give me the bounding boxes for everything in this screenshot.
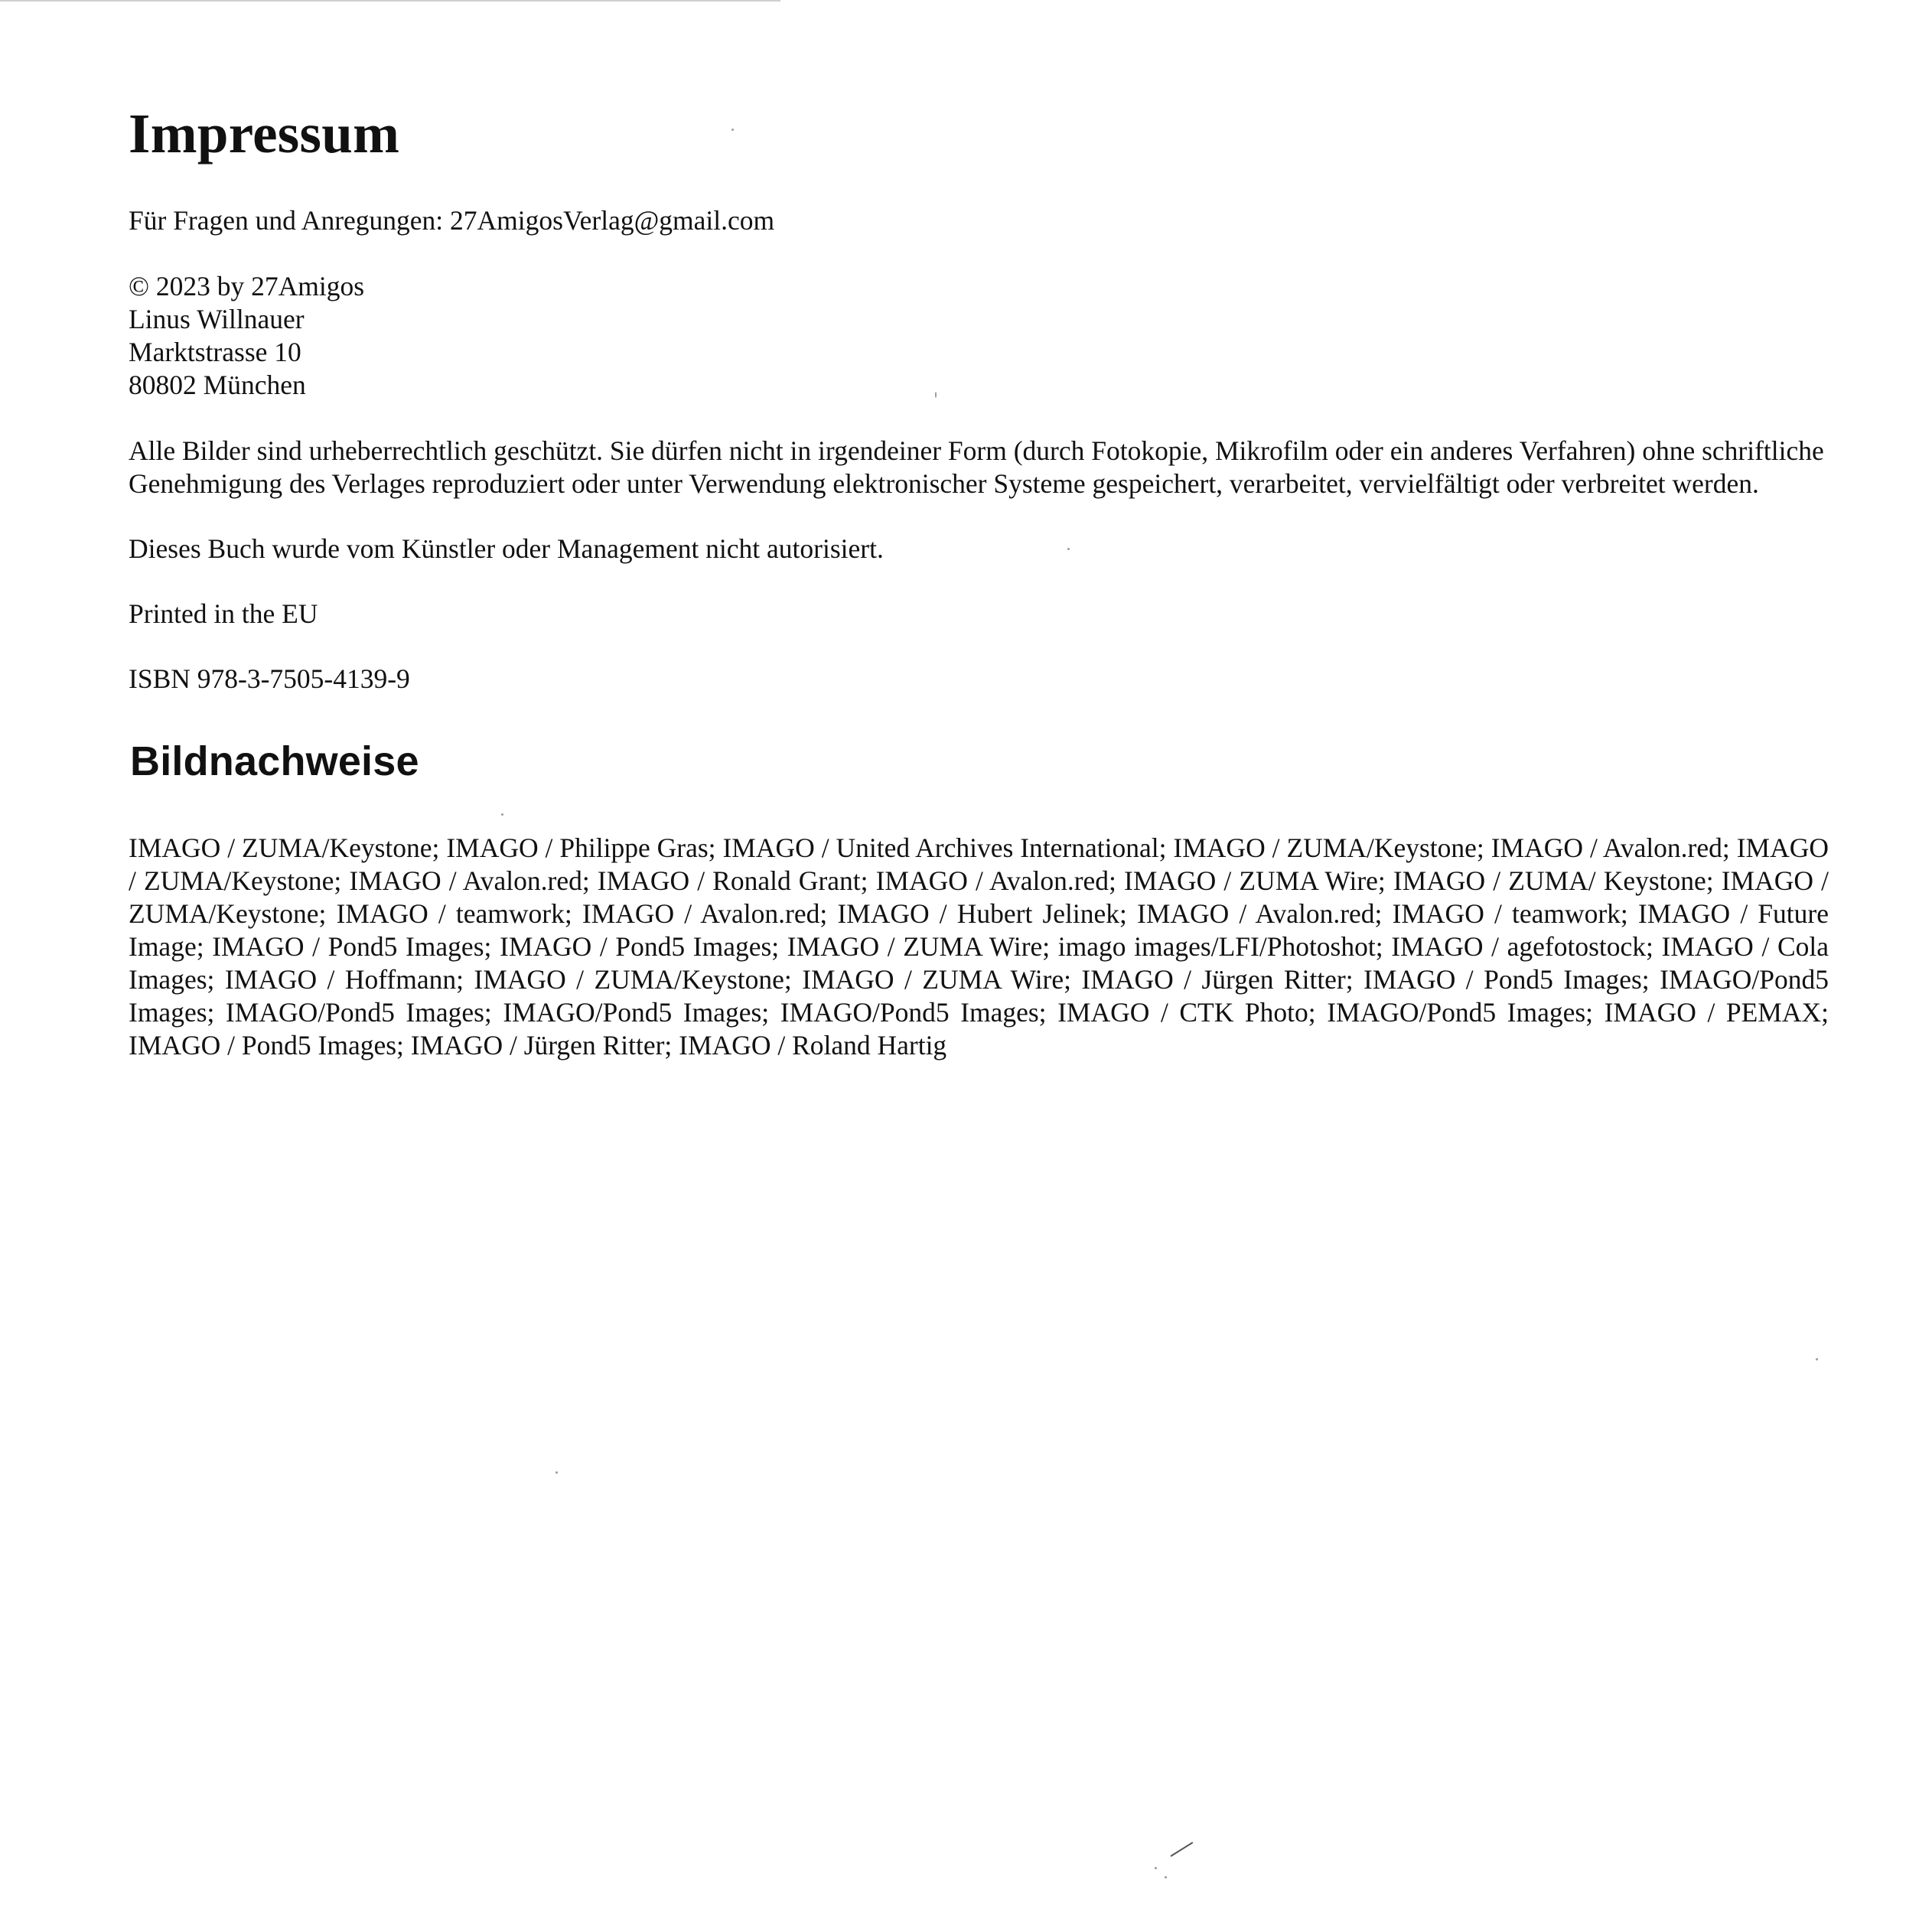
scan-speck	[731, 129, 734, 131]
scan-speck	[935, 392, 937, 398]
scan-speck	[1155, 1867, 1157, 1869]
scan-speck	[501, 813, 503, 816]
bildnachweise-heading: Bildnachweise	[130, 738, 419, 784]
scan-speck	[555, 1471, 558, 1474]
scan-scratch	[1170, 1842, 1193, 1857]
copyright-notice: Alle Bilder sind urheberrechtlich geschützt. Sie dürfen nicht in irgendeiner Form (durch Fotokopie, Mikrofilm oder ein anderes Verfahren) ohne schriftliche Genehmigung des Verlages reproduziert oder unter Verwendung elektronischer Systeme gespeichert, verarbeitet, vervielfältigt oder verbreitet werden.	[129, 435, 1824, 499]
scan-speck	[1816, 1358, 1818, 1360]
image-credits: IMAGO / ZUMA/Keystone; IMAGO / Philippe Gras; IMAGO / United Archives International; IMAGO / ZUMA/Keystone; IMAGO / Avalon.red; IMAGO / ZUMA/Keystone; IMAGO / Avalon.red; IMAGO / Ronald Grant; IMAGO / Avalon.red; IMAGO / ZUMA Wire; IMAGO / ZUMA/ Keystone; IMAGO / ZUMA/Keystone; IMAGO / teamwork; IMAGO / Avalon.red; IMAGO / Hubert Jelinek; IMAGO / Avalon.red; IMAGO / teamwork; IMAGO / Future Image; IMAGO / Pond5 Images; IMAGO / Pond5 Images; IMAGO / ZUMA Wire; imago images/LFI/Photoshot; IMAGO / agefotostock; IMAGO / Cola Images; IMAGO / Hoffmann; IMAGO / ZUMA/Keystone; IMAGO / ZUMA Wire; IMAGO / Jürgen Ritter; IMAGO / Pond5 Images; IMAGO/Pond5 Images; IMAGO/Pond5 Images; IMAGO/Pond5 Images; IMAGO/Pond5 Images; IMAGO / CTK Photo; IMAGO/Pond5 Images; IMAGO / PEMAX; IMAGO / Pond5 Images; IMAGO / Jürgen Ritter; IMAGO / Roland Hartig	[129, 832, 1829, 1060]
printed-in: Printed in the EU	[129, 598, 318, 629]
scan-edge-line	[0, 0, 780, 2]
scan-speck	[1067, 548, 1070, 550]
impressum-heading: Impressum	[129, 103, 400, 165]
page-content	[129, 99, 1842, 1062]
contact-line: Für Fragen und Anregungen: 27AmigosVerlag@gmail.com	[129, 205, 775, 236]
authorization-note: Dieses Buch wurde vom Künstler oder Management nicht autorisiert.	[129, 533, 884, 564]
publisher-address: © 2023 by 27Amigos Linus Willnauer Marktstrasse 10 80802 München	[129, 271, 365, 400]
scan-speck	[1165, 1876, 1167, 1878]
isbn: ISBN 978-3-7505-4139-9	[129, 663, 410, 694]
